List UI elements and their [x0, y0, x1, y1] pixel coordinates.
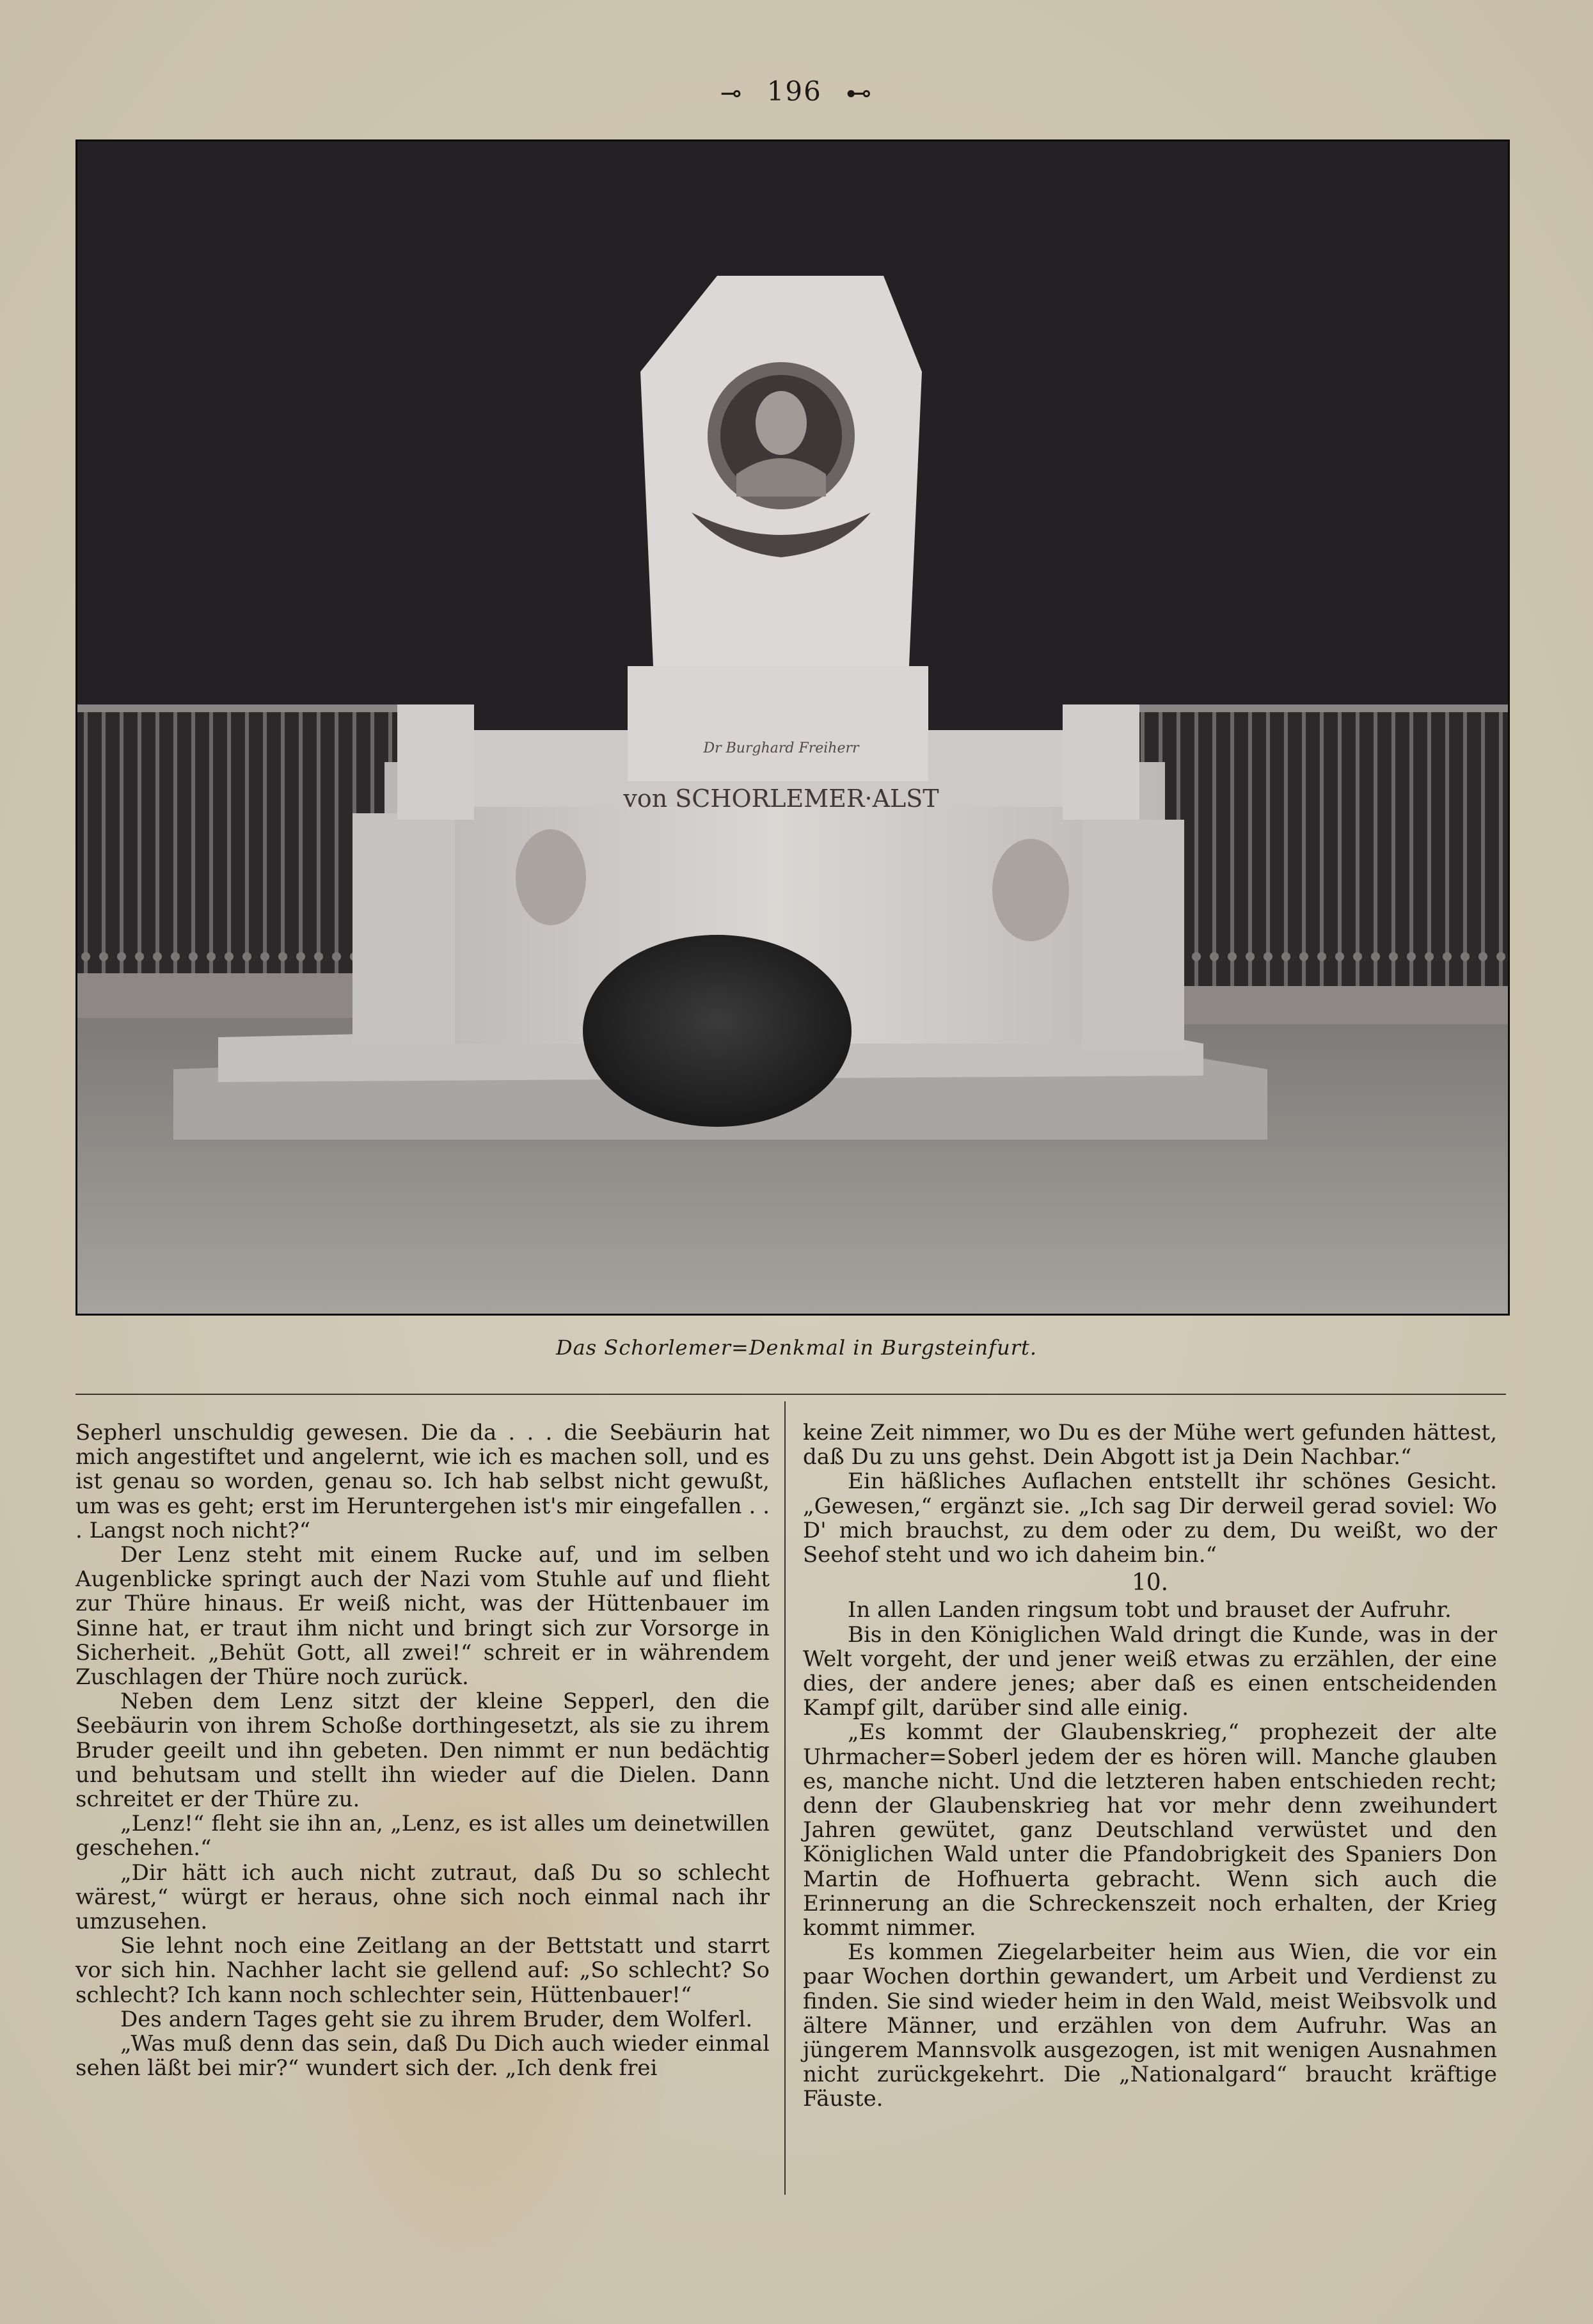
right-paragraph-2: Ein häßliches Auflachen entstellt ihr schönes Gesicht. „Gewesen,“ ergänzt sie. „Ich sag Dir derweil gerad soviel: Wo D' mich brauchst, zu dem oder zu dem, Du weißt, wo der Seehof steht und wo ich daheim bin.“ [803, 1468, 1497, 1568]
right-paragraph-6: Es kommen Ziegelarbeiter heim aus Wien, die vor ein paar Wochen dorthin gewandert, um Arbeit und Verdienst zu finden. Sie sind wieder heim in den Wald, meist Weibsvolk und ältere Männer, und erzählen von dem Aufruhr. Was an jüngerem Mannsvolk ausgezogen, ist mit wenigen Ausnahmen nicht zurückgekehrt. Die „Nationalgard“ braucht kräftige Fäuste. [803, 1939, 1497, 2112]
left-paragraph-4: „Lenz!“ fleht sie ihn an, „Lenz, es ist alles um deinetwillen geschehen.“ [75, 1811, 770, 1861]
left-paragraph-6: Sie lehnt noch eine Zeitlang an der Bettstatt und starrt vor sich hin. Nachher lacht sie gellend auf: „So schlecht? So schlecht? Ich kann noch schlechter sein, Hüttenbauer!“ [75, 1933, 770, 2008]
left-paragraph-7: Des andern Tages geht sie zu ihrem Bruder, dem Wolferl. [120, 2006, 753, 2032]
left-paragraph-2: Der Lenz steht mit einem Rucke auf, und im selben Augenblicke springt auch der Nazi vom Stuhle auf und flieht zur Thüre hinaus. Er weiß nicht, was der Hüttenbauer im Sinne hat, er traut ihm nicht und bringt sich zur Vorsorge in Sicherheit. „Behüt Gott, all zwei!“ schreit er in währendem Zuschlagen der Thüre noch zurück. [75, 1542, 770, 1691]
right-paragraph-5: „Es kommt der Glaubenskrieg,“ prophezeit der alte Uhrmacher=Soberl jedem der es hören will. Manche glauben es, manche nicht. Und die letzteren haben entschieden recht; denn der Glaubenskrieg hat vor mehr denn zweihundert Jahren gewütet, ganz Deutschland verwüstet und den Königlichen Wald unter die Pfandobrigkeit des Spaniers Don Martin de Hofhuerta gebracht. Wenn sich auch die Erinnerung an die Schreckenszeit noch erhalten, der Krieg kommt nimmer. [803, 1719, 1497, 1941]
right-paragraph-4: Bis in den Königlichen Wald dringt die Kunde, was in der Welt vorgeht, der und jener weiß etwas zu erzählen, der eine dies, der andere jenes; aber daß es einen entscheidenden Kampf gilt, darüber sind alle einig. [803, 1621, 1497, 1721]
right-paragraph-1: keine Zeit nimmer, wo Du es der Mühe wert gefunden hättest, daß Du zu uns gehst. Dein Abgott ist ja Dein Nachbar.“ [803, 1420, 1497, 1470]
monument-illustration [77, 141, 1508, 1314]
inscription-main: von SCHORLEMER·ALST [623, 784, 939, 813]
monument-photograph [75, 139, 1510, 1316]
column-divider [784, 1401, 786, 2195]
left-paragraph-1: Sepherl unschuldig gewesen. Die da . . . die Seebäurin hat mich angestiftet und angelernt, wie ich es machen soll, und es ist genau so worden, genau so. Ich hab selbst nicht gewußt, um was es geht; erst im Heruntergehen ist's mir eingefallen . . . Langst noch nicht?“ [75, 1420, 770, 1543]
right-paragraph-3: In allen Landen ringsum tobt und brauset der Aufruhr. [848, 1597, 1452, 1623]
page-header [0, 76, 1593, 108]
caption-divider [75, 1394, 1506, 1395]
left-paragraph-3: Neben dem Lenz sitzt der kleine Sepperl, den die Seebäurin von ihrem Schoße dorthingesetzt, als sie zu ihrem Bruder geeilt und ihn gebeten. Den nimmt er nun bedächtig und behutsam und stellt ihn wieder auf die Dielen. Dann schreitet er der Thüre zu. [75, 1689, 770, 1813]
right-column [803, 1421, 1497, 2112]
left-ornament-icon: ⊸ [720, 79, 743, 108]
figure-caption: Das Schorlemer=Denkmal in Burgsteinfurt. [555, 1335, 1038, 1360]
left-paragraph-5: „Dir hätt ich auch nicht zutraut, daß Du so schlecht wärest,“ würgt er heraus, ohne sich noch einmal nach ihr umzusehen. [75, 1859, 770, 1935]
inscription-small: Dr Burghard Freiherr [703, 740, 859, 756]
chapter-number: 10. [1131, 1570, 1169, 1596]
right-ornament-icon: ⊷ [846, 79, 873, 108]
left-paragraph-8: „Was muß denn das sein, daß Du Dich auch wieder einmal sehen läßt bei mir?“ wundert sich der. „Ich denk frei [75, 2031, 770, 2081]
left-column [75, 1421, 770, 2080]
page-number: 196 [766, 76, 822, 107]
